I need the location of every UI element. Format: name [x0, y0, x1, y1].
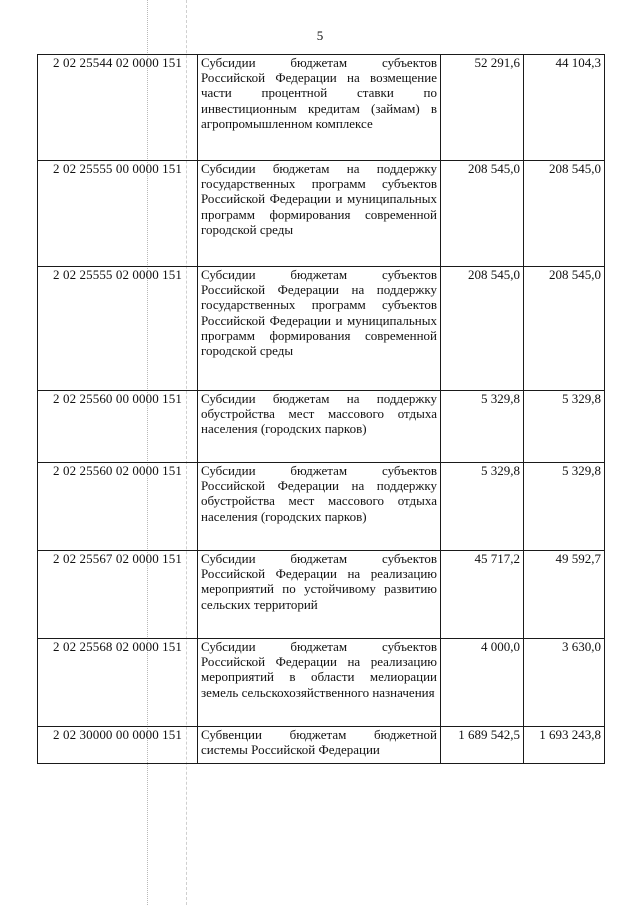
table-row: [38, 639, 605, 727]
amount-cell-2: 208 545,0: [524, 161, 605, 267]
amount-cell-2: 208 545,0: [524, 267, 605, 391]
description-cell: Субсидии бюджетам субъектов Российской Федерации на реализацию мероприятий в области мелиорации земель сельскохозяйственного назначения: [198, 639, 441, 727]
table-row: [38, 161, 605, 267]
budget-table: [37, 54, 605, 764]
budget-code-cell: 2 02 25568 02 0000 151: [38, 639, 198, 727]
amount-cell-1: 208 545,0: [441, 267, 524, 391]
table-row: [38, 267, 605, 391]
amount-cell-1: 4 000,0: [441, 639, 524, 727]
amount-cell-2: 1 693 243,8: [524, 727, 605, 764]
description-cell: Субсидии бюджетам субъектов Российской Федерации на поддержку государственных программ субъектов Российской Федерации и муниципальных программ формирования современной городской среды: [198, 267, 441, 391]
budget-code-cell: 2 02 25555 00 0000 151: [38, 161, 198, 267]
description-cell: Субсидии бюджетам субъектов Российской Федерации на реализацию мероприятий по устойчивому развитию сельских территорий: [198, 551, 441, 639]
table-row: [38, 727, 605, 764]
description-cell: Субвенции бюджетам бюджетной системы Российской Федерации: [198, 727, 441, 764]
budget-code-cell: 2 02 25560 02 0000 151: [38, 463, 198, 551]
description-cell: Субсидии бюджетам субъектов Российской Федерации на возмещение части процентной ставки по инвестиционным кредитам (займам) в агропромышленном комплексе: [198, 55, 441, 161]
amount-cell-2: 5 329,8: [524, 463, 605, 551]
amount-cell-1: 5 329,8: [441, 391, 524, 463]
page-number: 5: [316, 28, 324, 43]
amount-cell-2: 49 592,7: [524, 551, 605, 639]
description-cell: Субсидии бюджетам на поддержку обустройства мест массового отдыха населения (городских парков): [198, 391, 441, 463]
table-row: [38, 391, 605, 463]
amount-cell-2: 44 104,3: [524, 55, 605, 161]
amount-cell-1: 52 291,6: [441, 55, 524, 161]
table-row: [38, 551, 605, 639]
amount-cell-1: 5 329,8: [441, 463, 524, 551]
table-row: [38, 55, 605, 161]
description-cell: Субсидии бюджетам на поддержку государственных программ субъектов Российской Федерации и муниципальных программ формирования современной городской среды: [198, 161, 441, 267]
amount-cell-2: 3 630,0: [524, 639, 605, 727]
table-row: [38, 463, 605, 551]
budget-code-cell: 2 02 25544 02 0000 151: [38, 55, 198, 161]
description-cell: Субсидии бюджетам субъектов Российской Федерации на поддержку обустройства мест массового отдыха населения (городских парков): [198, 463, 441, 551]
amount-cell-2: 5 329,8: [524, 391, 605, 463]
amount-cell-1: 1 689 542,5: [441, 727, 524, 764]
budget-code-cell: 2 02 30000 00 0000 151: [38, 727, 198, 764]
amount-cell-1: 208 545,0: [441, 161, 524, 267]
budget-code-cell: 2 02 25555 02 0000 151: [38, 267, 198, 391]
budget-code-cell: 2 02 25567 02 0000 151: [38, 551, 198, 639]
budget-code-cell: 2 02 25560 00 0000 151: [38, 391, 198, 463]
amount-cell-1: 45 717,2: [441, 551, 524, 639]
